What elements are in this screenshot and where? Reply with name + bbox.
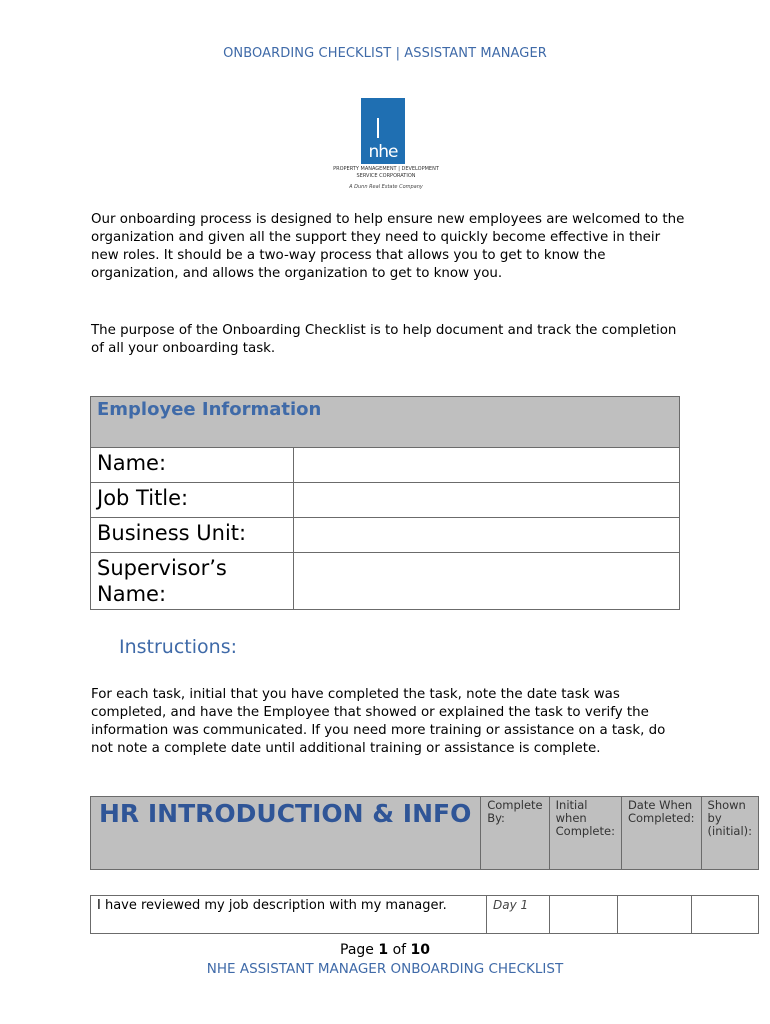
- task-date-cell[interactable]: [618, 896, 692, 934]
- complete-by-header: Complete By:: [481, 797, 549, 870]
- shown-by-header: Shown by (initial):: [701, 797, 758, 870]
- task-initial-cell[interactable]: [550, 896, 618, 934]
- employee-field-row: [91, 518, 680, 553]
- employee-info-table: [90, 396, 680, 610]
- company-logo: [330, 98, 442, 196]
- logo-mark: [361, 98, 405, 164]
- total-pages: 10: [410, 942, 430, 958]
- logo-tagline: A Dunn Real Estate Company: [349, 184, 423, 190]
- page-label: Page: [340, 942, 374, 958]
- job-title-field[interactable]: [294, 483, 680, 518]
- header-title: ONBOARDING CHECKLIST | ASSISTANT MANAGER: [223, 46, 547, 61]
- page-number: [0, 942, 770, 958]
- logo-text: nhe: [368, 142, 398, 162]
- task-table: [90, 895, 759, 934]
- name-field[interactable]: [294, 448, 680, 483]
- table-row: [91, 896, 759, 934]
- logo-bar: [377, 118, 379, 138]
- employee-field-row: [91, 553, 680, 610]
- supervisor-name-label: Supervisor’s Name:: [91, 553, 294, 610]
- task-shown-by-cell[interactable]: [692, 896, 759, 934]
- supervisor-name-field[interactable]: [294, 553, 680, 610]
- purpose-paragraph: The purpose of the Onboarding Checklist is to help document and track the completion of all your onboarding task.: [91, 323, 677, 356]
- task-description: I have reviewed my job description with my manager.: [91, 896, 487, 934]
- footer-title: NHE ASSISTANT MANAGER ONBOARDING CHECKLIST: [206, 961, 564, 977]
- initial-header: Initial when Complete:: [549, 797, 621, 870]
- job-title-label: Job Title:: [91, 483, 294, 518]
- employee-field-row: [91, 448, 680, 483]
- hr-section-header: [90, 796, 759, 870]
- business-unit-label: Business Unit:: [91, 518, 294, 553]
- intro-paragraph: Our onboarding process is designed to help ensure new employees are welcomed to the organization and given all the support they need to quickly become effective in their new roles. It should be a two-way process that allows you to get to know the organization, and allows the organization to get to know you.: [91, 212, 685, 281]
- current-page: 1: [378, 942, 389, 958]
- task-complete-by: Day 1: [487, 896, 550, 934]
- business-unit-field[interactable]: [294, 518, 680, 553]
- logo-subtitle: PROPERTY MANAGEMENT | DEVELOPMENT SERVICE CORPORATION: [333, 166, 439, 179]
- date-completed-header: Date When Completed:: [621, 797, 701, 870]
- name-label: Name:: [91, 448, 294, 483]
- page-of: of: [392, 942, 407, 958]
- employee-field-row: [91, 483, 680, 518]
- instructions-heading: Instructions:: [119, 636, 237, 658]
- hr-section-title: HR INTRODUCTION & INFO: [91, 797, 481, 870]
- instructions-text: For each task, initial that you have completed the task, note the date task was completed, and have the Employee that showed or explained the task to verify the information was communicated. If you need more training or assistance on a task, do not note a complete date until additional training or assistance is complete.: [91, 687, 666, 756]
- employee-info-heading: Employee Information: [91, 397, 680, 448]
